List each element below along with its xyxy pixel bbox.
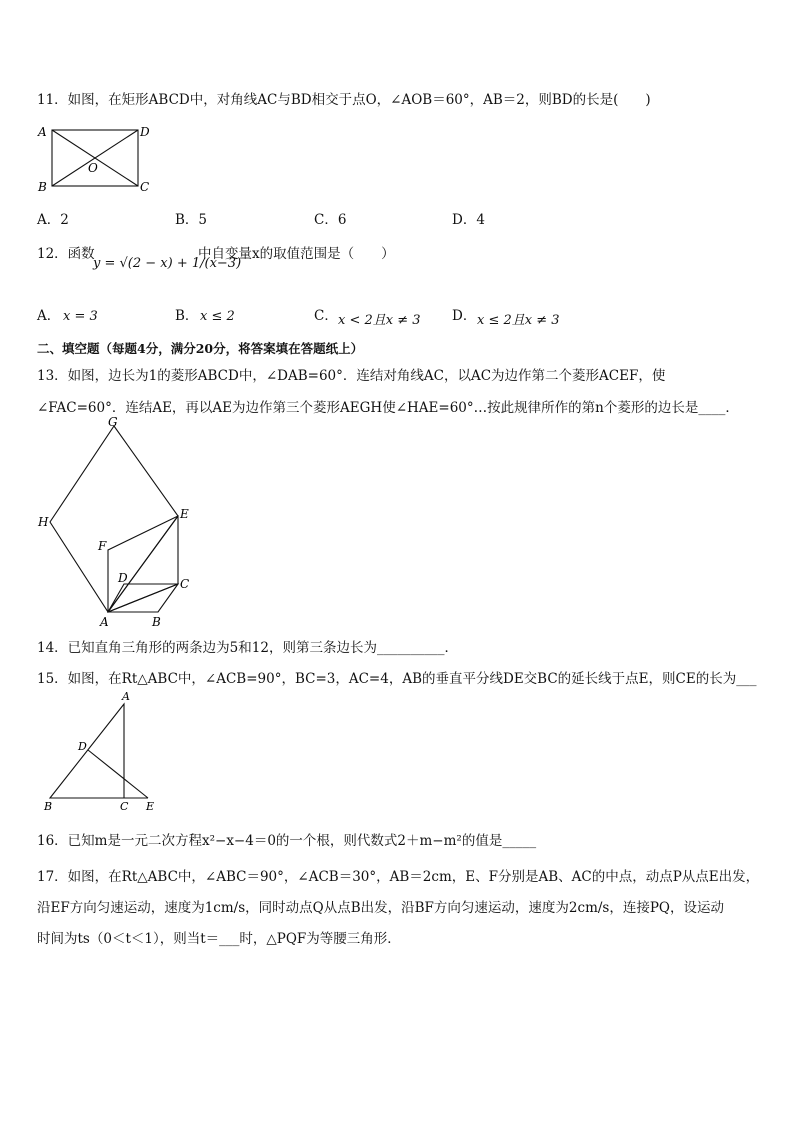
q15-label-a: A [122, 690, 130, 703]
q13-label-d: D [118, 571, 128, 585]
q12-option-a-value: x = 3 [63, 309, 98, 324]
section-2-title: 二、填空题（每题4分，满分20分，将答案填在答题纸上） [37, 341, 364, 356]
q11-option-c[interactable]: C．6 [314, 212, 347, 228]
q13-line-2: ∠FAC=60°．连结AE，再以AE为边作第三个菱形AEGH使∠HAE=60°…按此规律所作的第n个菱形的边长是____． [37, 400, 739, 416]
q13-label-e: E [180, 507, 189, 521]
q11-option-a[interactable]: A．2 [37, 212, 69, 228]
q12-prefix: 12．函数 [37, 246, 95, 262]
q11-label-d: D [140, 125, 150, 139]
q15-label-d: D [78, 740, 87, 753]
q11-label-c: C [140, 180, 150, 194]
q13-label-c: C [180, 577, 190, 591]
q14-text: 14．已知直角三角形的两条边为5和12，则第三条边长为__________． [37, 640, 458, 656]
q12-option-d-letter[interactable]: D． [452, 308, 477, 324]
q15-label-c: C [120, 800, 129, 813]
q12-suffix: 中自变量x的取值范围是（ ） [198, 246, 395, 262]
q13-label-f: F [98, 539, 107, 553]
q11-option-b[interactable]: B．5 [175, 212, 208, 228]
q15-text: 15．如图，在Rt△ABC中，∠ACB=90°，BC=3，AC=4，AB的垂直平分线DE交BC的延长线于点E，则CE的长为___ [37, 671, 757, 687]
q13-label-h: H [38, 515, 49, 529]
q12-option-c-value: x < 2且x ≠ 3 [338, 313, 421, 328]
q13-label-g: G [108, 415, 118, 429]
q13-line-1: 13．如图，边长为1的菱形ABCD中，∠DAB=60°．连结对角线AC，以AC为边作第二个菱形ACEF，使 [37, 368, 666, 384]
q15-triangle-figure [38, 690, 168, 814]
q13-rhombus-figure [34, 414, 204, 630]
q11-option-d[interactable]: D．4 [452, 212, 485, 228]
q12-option-a-letter[interactable]: A． [37, 308, 61, 324]
q15-label-e: E [146, 800, 155, 813]
q12-option-d-value: x ≤ 2且x ≠ 3 [477, 313, 560, 328]
q17-line-3: 时间为ts（0＜t＜1），则当t＝___时，△PQF为等腰三角形． [37, 931, 401, 947]
q12-formula: y = √(2 − x) + 1/(x−3) [93, 256, 242, 271]
q16-text: 16．已知m是一元二次方程x²−x−4＝0的一个根，则代数式2＋m−m²的值是_____ [37, 833, 537, 849]
q12-option-b-letter[interactable]: B． [175, 308, 199, 324]
q11-text: 11．如图，在矩形ABCD中，对角线AC与BD相交于点O，∠AOB＝60°，AB＝2，则BD的长是( ) [37, 92, 651, 108]
q15-label-b: B [44, 800, 53, 813]
q11-label-o: O [88, 161, 98, 175]
q11-label-a: A [38, 125, 47, 139]
q11-label-b: B [38, 180, 47, 194]
q13-label-a: A [100, 615, 109, 629]
q17-line-2: 沿EF方向匀速运动，速度为1cm/s，同时动点Q从点B出发，沿BF方向匀速运动，速度为2cm/s，连接PQ，设运动 [37, 900, 725, 916]
q13-label-b: B [152, 615, 161, 629]
q11-rectangle-figure [34, 122, 154, 194]
q17-line-1: 17．如图，在Rt△ABC中，∠ABC＝90°，∠ACB＝30°，AB＝2cm，E、F分别是AB、AC的中点，动点P从点E出发， [37, 869, 760, 885]
q12-option-c-letter[interactable]: C． [314, 308, 338, 324]
q12-option-b-value: x ≤ 2 [200, 309, 235, 324]
